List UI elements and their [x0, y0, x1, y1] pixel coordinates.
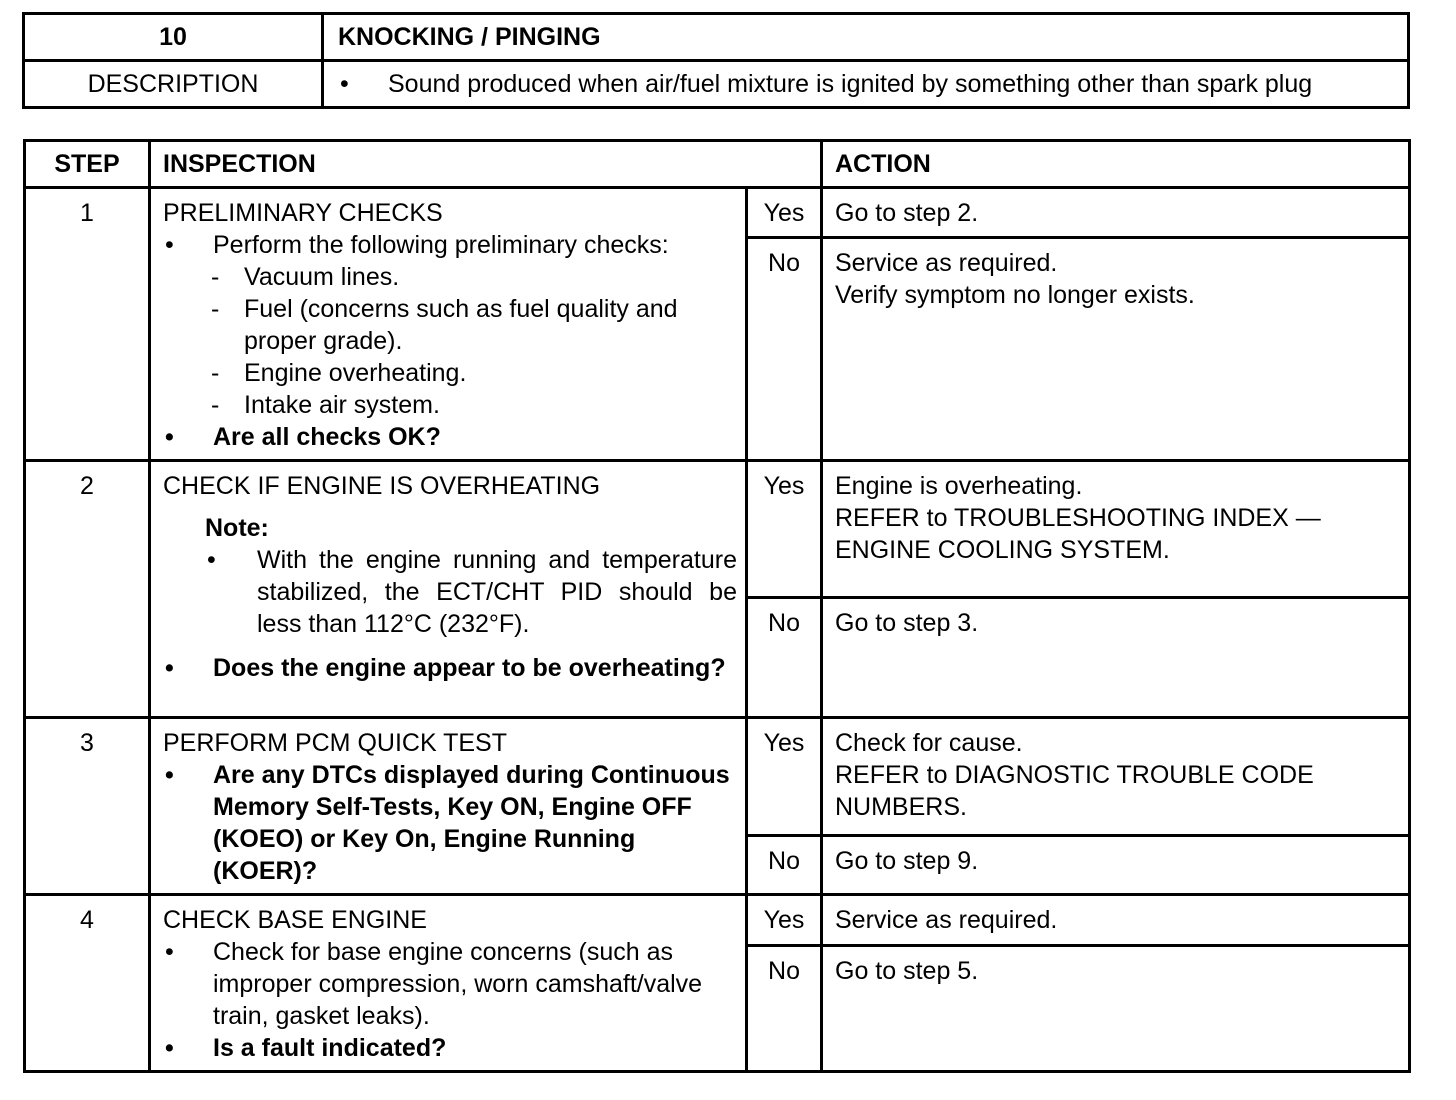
no-label: No [747, 946, 822, 1072]
step-2-yes-row [25, 461, 1410, 598]
yes-label: Yes [747, 461, 822, 598]
step-1-yes-row [25, 188, 1410, 238]
note-label: Note: [205, 514, 269, 542]
symptom-number: 10 [24, 14, 323, 61]
check-item: - Fuel (concerns such as fuel quality and proper grade). [211, 295, 678, 355]
step-number: 4 [25, 895, 150, 1072]
step-number: 3 [25, 718, 150, 895]
step-4-yes-row [25, 895, 1410, 946]
column-header-action: ACTION [822, 141, 1410, 188]
check-item: - Vacuum lines. [211, 263, 400, 291]
bullet-icon: • [340, 70, 349, 98]
yes-action: Go to step 2. [822, 188, 1410, 238]
bullet-icon: • [165, 1034, 174, 1062]
step-3-inspection [150, 718, 747, 895]
bullet-icon: • [165, 938, 174, 966]
bullet-icon: • [165, 231, 174, 259]
description-cell [323, 61, 1409, 108]
step-number: 1 [25, 188, 150, 461]
step-2-inspection [150, 461, 747, 718]
description-text: Sound produced when air/fuel mixture is ignited by something other than spark plug [388, 70, 1313, 98]
diagnostic-steps-table [23, 139, 1411, 1073]
yes-label: Yes [747, 718, 822, 836]
bullet-icon: • [165, 761, 174, 789]
step-question: Are all checks OK? [213, 423, 441, 451]
yes-action: Engine is overheating. REFER to TROUBLESHOOTING INDEX — ENGINE COOLING SYSTEM. [822, 461, 1410, 598]
table-header-row [25, 141, 1410, 188]
bullet-icon: • [207, 546, 216, 574]
symptom-header-table [22, 12, 1410, 109]
note-text: With the engine running and temperature stabilized, the ECT/CHT PID should be less than 112°C (232°F). [257, 546, 737, 638]
yes-action: Check for cause. REFER to DIAGNOSTIC TROUBLE CODE NUMBERS. [822, 718, 1410, 836]
no-action: Go to step 9. [822, 835, 1410, 894]
check-item: - Intake air system. [211, 391, 440, 419]
step-question: Is a fault indicated? [213, 1034, 447, 1062]
step-instruction: Perform the following preliminary checks: [213, 231, 669, 259]
description-label: DESCRIPTION [24, 61, 323, 108]
no-action: Go to step 5. [822, 946, 1410, 1072]
check-item: - Engine overheating. [211, 359, 467, 387]
step-question: Are any DTCs displayed during Continuous Memory Self-Tests, Key ON, Engine OFF (KOEO) or Key On, Engine Running (KOER)? [213, 761, 730, 885]
no-label: No [747, 238, 822, 461]
column-header-step: STEP [25, 141, 150, 188]
step-number: 2 [25, 461, 150, 718]
yes-action: Service as required. [822, 895, 1410, 946]
no-action: Go to step 3. [822, 598, 1410, 718]
step-3-yes-row [25, 718, 1410, 836]
bullet-icon: • [165, 654, 174, 682]
yes-label: Yes [747, 188, 822, 238]
step-title: CHECK IF ENGINE IS OVERHEATING [163, 472, 601, 500]
no-label: No [747, 598, 822, 718]
note-block [163, 512, 737, 640]
bullet-icon: • [165, 423, 174, 451]
step-instruction: Check for base engine concerns (such as improper compression, worn camshaft/valve train, gasket leaks). [213, 938, 703, 1030]
step-1-inspection [150, 188, 747, 461]
column-header-inspection: INSPECTION [150, 141, 822, 188]
no-label: No [747, 835, 822, 894]
symptom-title: KNOCKING / PINGING [323, 14, 1409, 61]
step-question: Does the engine appear to be overheating? [213, 654, 726, 682]
no-action: Service as required. Verify symptom no longer exists. [822, 238, 1410, 461]
step-4-inspection [150, 895, 747, 1072]
step-title: PRELIMINARY CHECKS [163, 199, 443, 227]
yes-label: Yes [747, 895, 822, 946]
step-title: CHECK BASE ENGINE [163, 906, 427, 934]
step-title: PERFORM PCM QUICK TEST [163, 729, 508, 757]
